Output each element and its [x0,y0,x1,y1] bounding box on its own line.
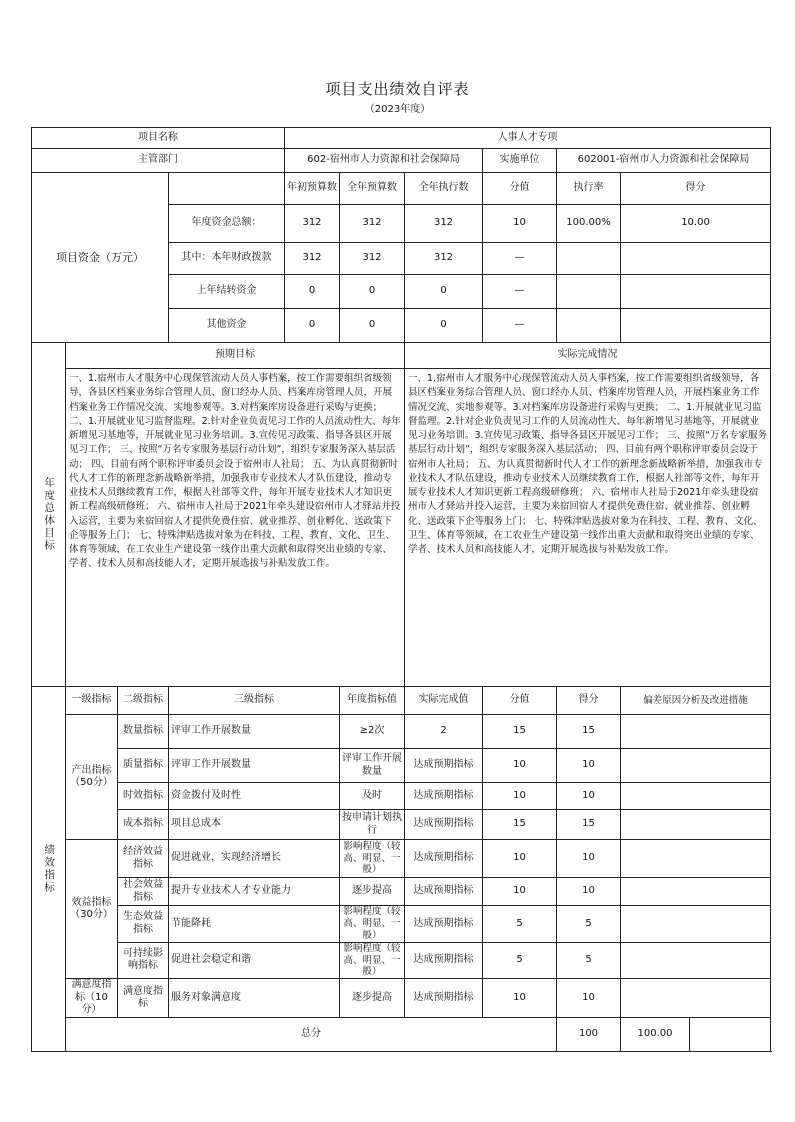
perf-got: 15 [557,715,621,749]
actual-completion-text: 一、1.宿州市人才服务中心现保管流动人员人事档案，按工作需要组织省级领导，各县区档案业务综合管理人员、窗口经办人员、档案库房管理人员，开展档案业务工作情况交流、实地参观等。3.对档案库房设备进行采购与更换； 二、1.开展就业见习监督监理。2.针对企业负责见习工作的人员流动性大、每年新增见习基地等，开展就业见习业务培训。3.宣传见习政策、指导各县区开展见习工作； 三、按照“万名专家服务基层行动计划”，组织专家服务深入基层活动； 四、目前有两个职称评审委员会设于宿州市人社局； 五、为认真贯彻新时代人才工作的新理念新战略新举措，加强我市专业技术人才队伍建设，推动专业技术人员继续教育工作，根据人社部等文件，每年开展专业技术人才知识更新工程高级研修班； 六、宿州市人社局于2021年牵头建设宿州市人才驿站并投入运营，主要为来宿回宿人才提供免费住宿、就业推荐、创业孵化、送政策下企等服务上门； 七、特殊津贴选拔对象为在科技、工程、教育、文化、卫生、体育等领域，在工农业生产建设第一线作出重大贡献和取得突出业绩的专家、学者、技术人员和高技能人才，定期开展选拔与补贴发放工作。 [405,369,771,687]
perf-note [621,810,771,840]
project-name-label: 项目名称 [32,128,285,149]
perf-l3: 资金拨付及时性 [169,783,340,810]
funds-cell: 0 [285,309,340,343]
perf-row [32,783,771,810]
perf-target: 及时 [340,783,405,810]
perf-score: 15 [483,715,557,749]
goals-label: 年度总体目标 [43,477,56,552]
goals-content-row [32,369,771,687]
funds-cell: 312 [340,243,405,275]
perf-l2: 质量指标 [118,749,169,783]
funds-cell: 312 [340,205,405,243]
dept-label: 主管部门 [32,149,285,173]
funds-cell [557,309,621,343]
perf-header-2: 二级指标 [118,687,169,715]
perf-l3: 项目总成本 [169,810,340,840]
perf-header-row [32,687,771,715]
perf-actual: 达成预期指标 [405,906,483,943]
perf-l3: 服务对象满意度 [169,979,340,1018]
perf-actual: 达成预期指标 [405,810,483,840]
perf-got: 10 [557,878,621,906]
perf-score: 10 [483,783,557,810]
perf-score: 5 [483,906,557,943]
perf-group-output: 产出指标（50分） [66,715,118,840]
total-note [690,1017,771,1051]
perf-header-3: 三级指标 [169,687,340,715]
perf-l2: 时效指标 [118,783,169,810]
perf-score: 5 [483,942,557,979]
funds-cell [557,243,621,275]
funds-cell: 312 [405,243,483,275]
funds-cell: 312 [285,205,340,243]
total-score: 100 [557,1017,621,1051]
funds-header-4: 分值 [483,173,557,205]
perf-label: 绩效指标 [43,843,56,894]
funds-cell [621,275,771,309]
perf-l2: 生态效益指标 [118,906,169,943]
perf-actual: 达成预期指标 [405,979,483,1018]
department-row [32,149,771,173]
funds-header-3: 全年执行数 [405,173,483,205]
perf-score: 10 [483,840,557,878]
funds-row-label: 上年结转资金 [169,275,285,309]
funds-cell [621,243,771,275]
project-name-row [32,128,771,149]
expected-goal-header: 预期目标 [66,343,405,369]
perf-header-6: 分值 [483,687,557,715]
perf-target: 影响程度（较高、明显、一般） [340,906,405,943]
funds-cell: 312 [285,243,340,275]
perf-row [32,810,771,840]
funds-cell: 0 [405,309,483,343]
funds-header-1: 年初预算数 [285,173,340,205]
perf-score: 10 [483,979,557,1018]
perf-got: 15 [557,810,621,840]
funds-cell: — [483,275,557,309]
perf-header-4: 年度指标值 [340,687,405,715]
perf-header-1: 一级指标 [66,687,118,715]
perf-target: 影响程度（较高、明显、一般） [340,942,405,979]
expected-goal-text: 一、1.宿州市人才服务中心现保管流动人员人事档案，按工作需要组织省级领导，各县区档案业务综合管理人员、窗口经办人员、档案库房管理人员，开展档案业务工作情况交流、实地参观等。3.对档案库房设备进行采购与更换； 二、1.开展就业见习监督监理。2.针对企业负责见习工作的人员流动性大、每年新增见习基地等，开展就业见习业务培训。3.宣传见习政策、指导各县区开展见习工作； 三、按照“万名专家服务基层行动计划”，组织专家服务深入基层活动； 四、目前有两个职称评审委员会设于宿州市人社局； 五、为认真贯彻新时代人才工作的新理念新战略新举措，加强我市专业技术人才队伍建设，推动专业技术人员继续教育工作，根据人社部等文件，每年开展专业技术人才知识更新工程高级研修班； 六、宿州市人社局于2021年牵头建设宿州市人才驿站并投入运营，主要为来宿回宿人才提供免费住宿、就业推荐、创业孵化、送政策下企等服务上门； 七、特殊津贴选拔对象为在科技、工程、教育、文化、卫生、体育等领域，在工农业生产建设第一线作出重大贡献和取得突出业绩的专家、学者、技术人员和高技能人才，定期开展选拔与补贴发放工作。 [66,369,405,687]
perf-l3: 促进就业，实现经济增长 [169,840,340,878]
funds-header-5: 执行率 [557,173,621,205]
page-subtitle: （2023年度） [364,104,431,115]
perf-got: 10 [557,749,621,783]
perf-note [621,749,771,783]
perf-note [621,979,771,1018]
dept-value: 602-宿州市人力资源和社会保障局 [285,149,483,173]
perf-l3: 提升专业技术人才专业能力 [169,878,340,906]
perf-row [32,878,771,906]
perf-header-7: 得分 [557,687,621,715]
funds-header-row [32,173,771,205]
perf-target: ≥2次 [340,715,405,749]
perf-target: 影响程度（较高、明显、一般） [340,840,405,878]
perf-l2: 数量指标 [118,715,169,749]
total-row [32,1017,771,1051]
perf-l3: 促进社会稳定和谐 [169,942,340,979]
perf-target: 评审工作开展数量 [340,749,405,783]
funds-cell: 0 [285,275,340,309]
funds-cell: 10.00 [621,205,771,243]
perf-actual: 达成预期指标 [405,749,483,783]
perf-l2: 满意度指标 [118,979,169,1018]
impl-value: 602001-宿州市人力资源和社会保障局 [557,149,771,173]
perf-l3: 评审工作开展数量 [169,715,340,749]
perf-note [621,783,771,810]
funds-header-blank [169,173,285,205]
perf-row [32,840,771,878]
perf-actual: 达成预期指标 [405,942,483,979]
perf-group-benefit: 效益指标（30分） [66,840,118,979]
total-got: 100.00 [621,1017,690,1051]
perf-actual: 达成预期指标 [405,840,483,878]
perf-header-5: 实际完成值 [405,687,483,715]
total-label: 总分 [66,1017,557,1051]
perf-row [32,979,771,1018]
perf-note [621,906,771,943]
perf-target: 逐步提高 [340,979,405,1018]
perf-l3: 评审工作开展数量 [169,749,340,783]
funds-cell: 100.00% [557,205,621,243]
perf-target: 按申请计划执行 [340,810,405,840]
perf-label-cell [32,687,66,1052]
funds-row-label: 其中：本年财政拨款 [169,243,285,275]
funds-cell: — [483,243,557,275]
funds-row-label: 其他资金 [169,309,285,343]
perf-got: 5 [557,906,621,943]
funds-row-label: 年度资金总额： [169,205,285,243]
perf-got: 10 [557,840,621,878]
impl-label: 实施单位 [483,149,557,173]
funds-cell: 312 [405,205,483,243]
perf-score: 10 [483,878,557,906]
perf-note [621,715,771,749]
perf-row [32,715,771,749]
funds-cell: 0 [405,275,483,309]
perf-l2: 可持续影响指标 [118,942,169,979]
goals-label-cell [32,343,66,687]
funds-cell: — [483,309,557,343]
perf-score: 10 [483,749,557,783]
perf-target: 逐步提高 [340,878,405,906]
perf-got: 5 [557,942,621,979]
perf-header-8: 偏差原因分析及改进措施 [621,687,771,715]
funds-cell [557,275,621,309]
perf-l2: 社会效益指标 [118,878,169,906]
project-name-value: 人事人才专项 [285,128,771,149]
funds-label: 项目资金（万元） [32,173,169,343]
perf-got: 10 [557,979,621,1018]
funds-cell: 0 [340,275,405,309]
funds-cell: 0 [340,309,405,343]
perf-row [32,906,771,943]
perf-actual: 2 [405,715,483,749]
perf-note [621,942,771,979]
funds-cell: 10 [483,205,557,243]
funds-header-6: 得分 [621,173,771,205]
perf-note [621,878,771,906]
funds-cell [621,309,771,343]
perf-row [32,942,771,979]
funds-header-2: 全年预算数 [340,173,405,205]
goals-header-row [32,343,771,369]
perf-actual: 达成预期指标 [405,878,483,906]
perf-l2: 成本指标 [118,810,169,840]
evaluation-table [31,127,771,1052]
perf-l3: 节能降耗 [169,906,340,943]
perf-got: 10 [557,783,621,810]
perf-l2: 经济效益指标 [118,840,169,878]
page-title: 项目支出绩效自评表 [325,80,470,98]
perf-row [32,749,771,783]
perf-note [621,840,771,878]
perf-actual: 达成预期指标 [405,783,483,810]
perf-score: 15 [483,810,557,840]
actual-completion-header: 实际完成情况 [405,343,771,369]
perf-group-satisfaction: 满意度指标（10分） [66,979,118,1018]
